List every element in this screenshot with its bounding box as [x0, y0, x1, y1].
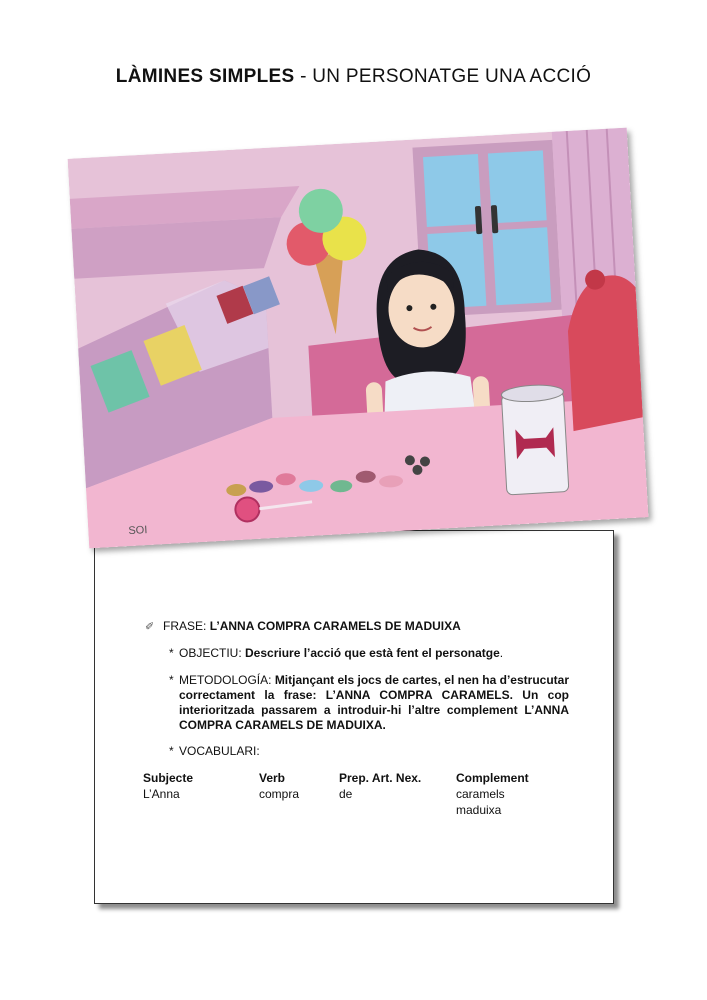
- title-bold: LÀMINES SIMPLES: [115, 66, 295, 87]
- illustration-svg: [68, 128, 649, 549]
- shop-illustration: [68, 128, 649, 549]
- objectiu-item: [169, 646, 569, 661]
- objectiu-value: Descriure l’acció que està fent el personatge: [245, 646, 500, 660]
- vocab-cell: compra: [259, 787, 300, 801]
- bullet-asterisk-icon: *: [169, 646, 174, 660]
- vocab-header: Complement: [456, 771, 529, 785]
- vocabulari-label: VOCABULARI:: [179, 744, 260, 758]
- vocab-header-row: [143, 771, 583, 787]
- vocab-header: Verb: [259, 771, 286, 785]
- vocab-row: [143, 787, 583, 803]
- vocabulari-item: [169, 744, 569, 759]
- frase-line: [145, 619, 461, 635]
- bullet-asterisk-icon: *: [169, 744, 174, 758]
- vocab-cell: L’Anna: [143, 787, 180, 801]
- metodologia-item: [169, 673, 569, 733]
- frase-value: L’ANNA COMPRA CARAMELS DE MADUIXA: [209, 619, 461, 633]
- vocab-cell: maduixa: [456, 803, 502, 817]
- vocab-cell: de: [339, 787, 353, 801]
- metodologia-label: METODOLOGÍA:: [179, 673, 275, 687]
- bullet-asterisk-icon: *: [169, 673, 174, 687]
- page-title: [0, 66, 707, 88]
- vocab-cell: caramels: [456, 787, 505, 801]
- artist-signature: SOI: [128, 524, 148, 538]
- title-rest: - UN PERSONATGE UNA ACCIÓ: [294, 66, 592, 87]
- metodologia-value: Mitjançant els jocs de cartes, el nen ha d’estrucutar correctament la frase: L’ANNA COMPRA CARAMELS. Un cop interioritzada passarem a introduir-hi l’altre complement L’ANNA COMPRA CARAMELS DE MADUIXA.: [179, 673, 569, 732]
- window-pane: [492, 227, 551, 305]
- pencil-icon: ✐: [145, 621, 155, 633]
- vocab-header: Prep. Art. Nex.: [339, 771, 422, 785]
- vocab-table: [143, 771, 583, 819]
- objectiu-end: .: [499, 646, 504, 660]
- exercise-card: [94, 530, 614, 904]
- vocab-row: [143, 803, 583, 819]
- lollipop: [235, 497, 260, 522]
- window-pane: [423, 154, 482, 227]
- vocab-header: Subjecte: [143, 771, 194, 785]
- frase-label: FRASE:: [163, 619, 210, 633]
- objectiu-label: OBJECTIU:: [179, 646, 246, 660]
